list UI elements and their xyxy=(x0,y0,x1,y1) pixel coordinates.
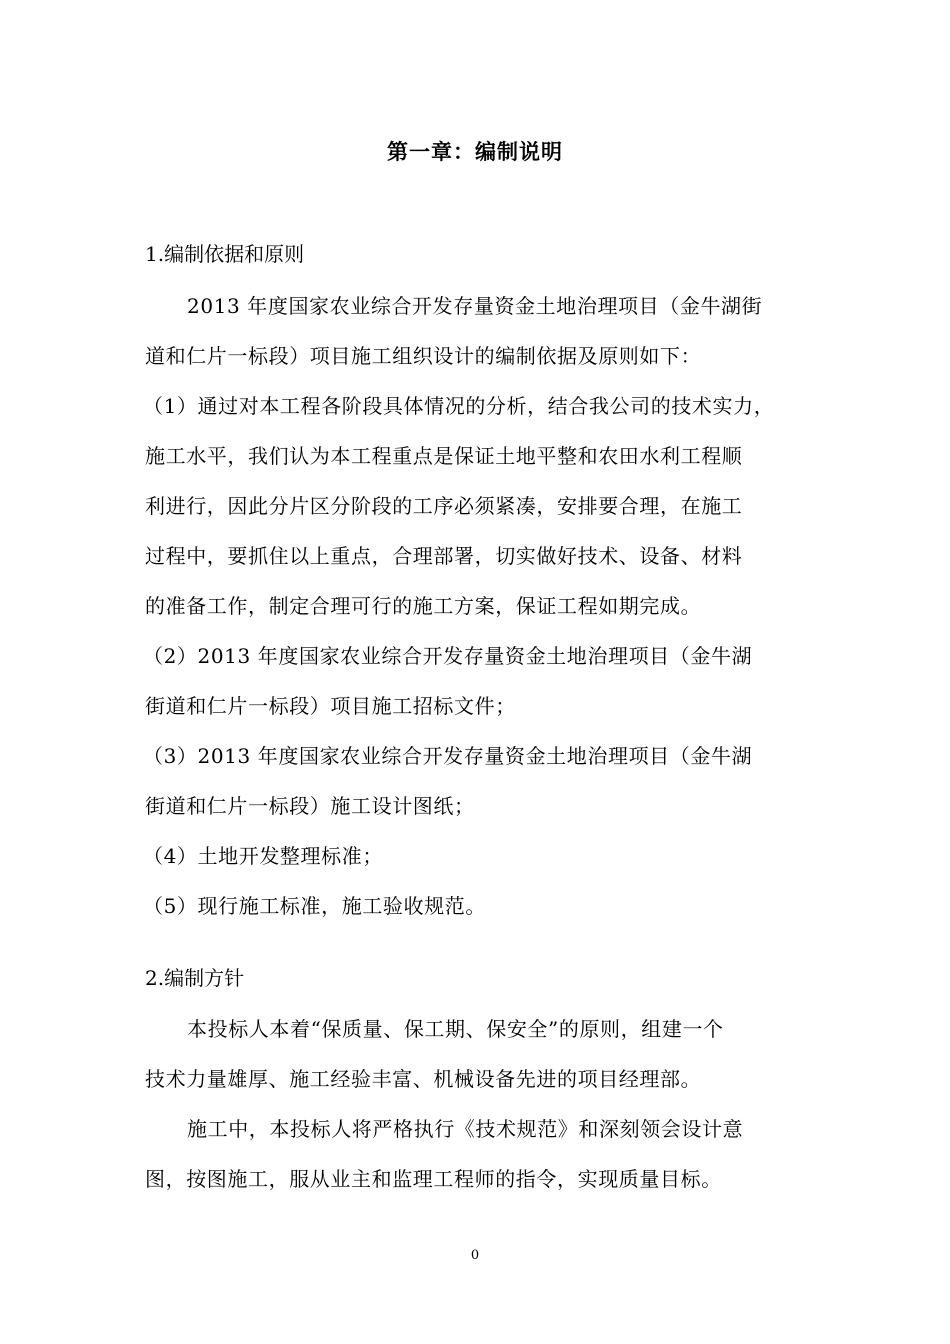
chapter-title: 第一章：编制说明 xyxy=(387,139,563,164)
policy-para2-line-2: 图，按图施工，服从业主和监理工程师的指令，实现质量目标。 xyxy=(145,1167,722,1191)
section-heading-2: 2.编制方针 xyxy=(145,966,245,990)
item1-line-1: （1）通过对本工程各阶段具体情况的分析，结合我公司的技术实力， xyxy=(143,394,775,418)
item3-line-2: 街道和仁片一标段）施工设计图纸； xyxy=(145,794,475,818)
item4-line: （4）土地开发整理标准； xyxy=(143,844,383,868)
policy-para2-line-1: 施工中，本投标人将严格执行《技术规范》和深刻领会设计意 xyxy=(187,1117,744,1141)
item2-line-2: 街道和仁片一标段）项目施工招标文件； xyxy=(145,694,516,718)
item2-line-1: （2）2013 年度国家农业综合开发存量资金土地治理项目（金牛湖 xyxy=(143,644,753,668)
intro-line-2: 道和仁片一标段）项目施工组织设计的编制依据及原则如下： xyxy=(145,344,702,368)
item3-line-1: （3）2013 年度国家农业综合开发存量资金土地治理项目（金牛湖 xyxy=(143,744,753,768)
page-number: 0 xyxy=(470,1248,480,1263)
item1-line-5: 的准备工作，制定合理可行的施工方案，保证工程如期完成。 xyxy=(145,594,702,618)
item1-line-3: 利进行，因此分片区分阶段的工序必须紧凑，安排要合理，在施工 xyxy=(145,494,743,518)
policy-para1-line-2: 技术力量雄厚、施工经验丰富、机械设备先进的项目经理部。 xyxy=(145,1067,702,1091)
item5-line: （5）现行施工标准，施工验收规范。 xyxy=(143,894,486,918)
section-heading-1: 1.编制依据和原则 xyxy=(145,242,305,266)
intro-line-1: 2013 年度国家农业综合开发存量资金土地治理项目（金牛湖街 xyxy=(187,294,763,318)
policy-para1-line-1: 本投标人本着“保质量、保工期、保安全”的原则，组建一个 xyxy=(187,1017,724,1041)
item1-line-2: 施工水平，我们认为本工程重点是保证土地平整和农田水利工程顺 xyxy=(145,444,743,468)
item1-line-4: 过程中，要抓住以上重点，合理部署，切实做好技术、设备、材料 xyxy=(145,544,743,568)
